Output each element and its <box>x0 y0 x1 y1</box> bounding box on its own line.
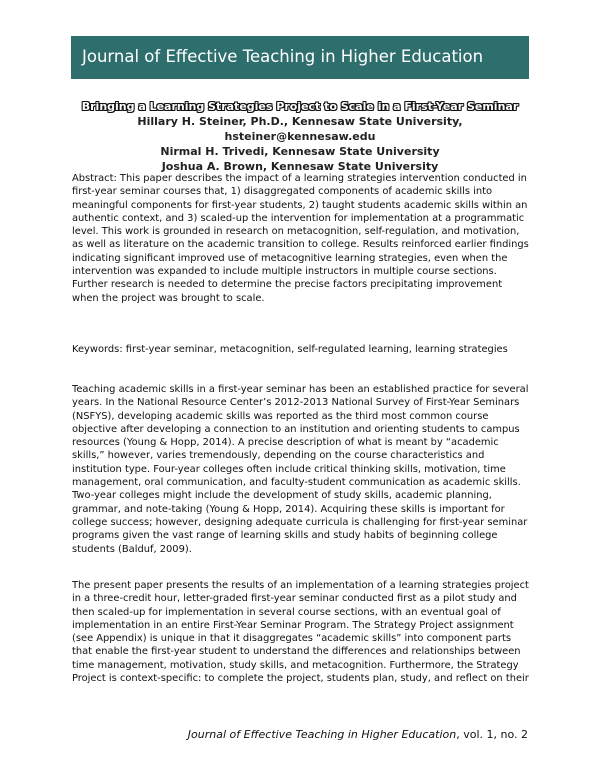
footer-issue: , vol. 1, no. 2 <box>456 728 528 741</box>
body-paragraph-1: Teaching academic skills in a first-year seminar has been an established practice for several years. In the National Resource Center’s 2012-2013 National Survey of First-Year Seminars (NSFYS), developing academic skills was reported as the third most common course objective after developing a connection to an institution and orienting students to campus resources (Young & Hopp, 2014). A precise description of what is meant by “academic skills,” however, varies tremendously, depending on the course characteristics and institution type. Four-year colleges often include critical thinking skills, motivation, time management, oral communication, and faculty-student communication as academic skills. Two-year colleges might include the development of study skills, academic planning, grammar, and note-taking (Young & Hopp, 2014). Acquiring these skills is important for college success; however, designing adequate curricula is challenging for first-year seminar programs given the vast range of learning skills and study habits of beginning college students (Balduf, 2009). <box>72 384 529 555</box>
footer-journal-name: Journal of Effective Teaching in Higher Education <box>187 728 457 741</box>
body-paragraph-2: The present paper presents the results of an implementation of a learning strategies project in a three-credit hour, letter-graded first-year seminar conducted first as a pilot study and then scaled-up for implementation in several course sections, with an eventual goal of implementation in an entire First-Year Seminar Program. The Strategy Project assignment (see Appendix) is unique in that it disaggregates “academic skills” into component parts that enable the first-year student to understand the differences and relationships between time management, motivation, study skills, and metacognition. Furthermore, the Strategy Project is context-specific: to complete the project, students plan, study, and reflect on their <box>72 580 529 685</box>
article-header <box>80 99 520 174</box>
article-title: Bringing a Learning Strategies Project to Scale in a First-Year Seminar <box>81 100 519 113</box>
page-footer <box>188 728 528 741</box>
author-2: Nirmal H. Trivedi, Kennesaw State University <box>160 145 440 158</box>
journal-banner-title: Journal of Effective Teaching in Higher Education <box>82 47 484 66</box>
author-1-email: hsteiner@kennesaw.edu <box>224 130 376 143</box>
author-1: Hillary H. Steiner, Ph.D., Kennesaw State University, <box>137 115 463 128</box>
author-3: Joshua A. Brown, Kennesaw State University <box>161 160 439 173</box>
abstract-paragraph: Abstract: This paper describes the impact of a learning strategies intervention conducted in first-year seminar courses that, 1) disaggregated components of academic skills into meaningful components for first-year students, 2) taught students academic skills within an authentic context, and 3) scaled-up the intervention for implementation at a programmatic level. This work is grounded in research on metacognition, self-regulation, and motivation, as well as literature on the academic transition to college. Results reinforced earlier findings indicating significant improved use of metacognitive learning strategies, even when the intervention was expanded to include multiple instructors in multiple course sections. Further research is needed to determine the precise factors precipitating improvement when the project was brought to scale. <box>72 173 529 304</box>
journal-banner <box>71 36 529 79</box>
keywords-paragraph: Keywords: first-year seminar, metacognition, self-regulated learning, learning strategies <box>72 344 508 355</box>
